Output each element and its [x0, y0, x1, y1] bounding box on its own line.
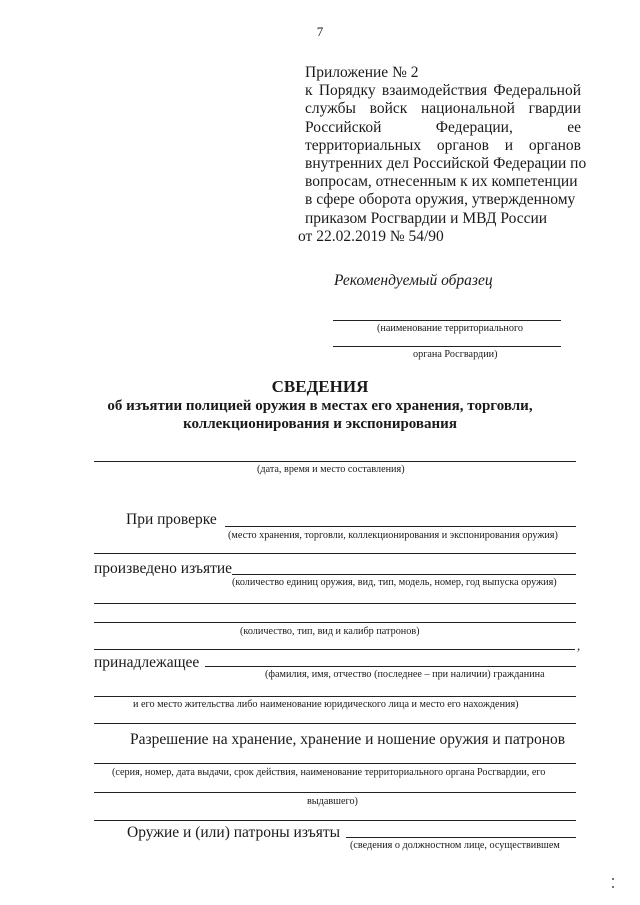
- permit-line[interactable]: [94, 763, 576, 764]
- seized-by-label: Оружие и (или) патроны изъяты: [127, 824, 341, 841]
- annex-title: Приложение № 2: [305, 64, 419, 81]
- owner-line-2[interactable]: [94, 696, 576, 697]
- ammo-caption: (количество, тип, вид и калибр патронов): [240, 626, 420, 637]
- annex-date-number: от 22.02.2019 № 54/90: [298, 227, 444, 245]
- seized-items-caption: (количество единиц оружия, вид, тип, модель, номер, год выпуска оружия): [232, 577, 557, 588]
- seized-label: произведено изъятие: [94, 560, 233, 577]
- check-place-line-2[interactable]: [94, 553, 576, 554]
- ammo-line[interactable]: [94, 622, 576, 623]
- permit-caption: (серия, номер, дата выдачи, срок действия, наименование территориального органа Росгвардии, его: [112, 767, 546, 778]
- seized-items-line[interactable]: [232, 574, 576, 575]
- check-label: При проверке: [126, 511, 217, 528]
- check-place-caption: (место хранения, торговли, коллекционирования и экспонирования оружия): [228, 530, 558, 541]
- annex-line-4: Российской Федерации, ее: [305, 118, 581, 136]
- owner-caption: (фамилия, имя, отчество (последнее – при наличии) гражданина: [265, 669, 545, 680]
- owner-line[interactable]: [205, 666, 576, 667]
- annex-line-5: территориальных органов и органов: [305, 136, 581, 154]
- owner-caption-2: и его место жительства либо наименование юридического лица и место его нахождения): [133, 699, 519, 710]
- annex-line-6: внутренних дел Российской Федерации по: [305, 155, 587, 173]
- owner-label: принадлежащее: [94, 654, 200, 671]
- page-number: 7: [316, 24, 324, 39]
- owner-line-3[interactable]: [94, 723, 576, 724]
- recommended-sample-label: Рекомендуемый образец: [334, 272, 493, 289]
- document-title: СВЕДЕНИЯ: [271, 377, 369, 396]
- date-field-caption: (дата, время и место составления): [257, 464, 405, 475]
- annex-block: [298, 64, 587, 246]
- permit-caption-2: выдавшего): [307, 796, 358, 807]
- seized-by-line[interactable]: [346, 837, 576, 838]
- document-subtitle-2: коллекционирования и экспонирования: [183, 416, 457, 432]
- annex-line-9: приказом Росгвардии и МВД России: [305, 209, 548, 227]
- authority-caption-1: (наименование территориального: [377, 323, 523, 334]
- authority-line-1[interactable]: [333, 320, 561, 321]
- scan-speck: [612, 886, 614, 888]
- permit-label: Разрешение на хранение, хранение и ношение оружия и патронов: [130, 731, 566, 748]
- annex-line-7: вопросам, отнесенным к их компетенции: [305, 173, 578, 191]
- authority-line-2[interactable]: [333, 346, 561, 347]
- ammo-line-2[interactable]: [94, 649, 575, 650]
- authority-caption-2: органа Росгвардии): [413, 349, 498, 360]
- seized-items-line-2[interactable]: [94, 603, 576, 604]
- document-subtitle-1: об изъятии полицией оружия в местах его хранения, торговли,: [107, 398, 533, 414]
- annex-line-2: к Порядку взаимодействия Федеральной: [305, 82, 581, 100]
- annex-line-8: в сфере оборота оружия, утвержденному: [305, 191, 576, 209]
- permit-line-2[interactable]: [94, 792, 576, 793]
- ammo-comma: ,: [577, 638, 581, 653]
- annex-line-3: службы войск национальной гвардии: [305, 100, 581, 118]
- permit-line-3[interactable]: [94, 820, 576, 821]
- scan-speck: [612, 878, 614, 880]
- check-place-line[interactable]: [225, 526, 576, 527]
- seized-by-caption: (сведения о должностном лице, осуществившем: [350, 840, 560, 851]
- date-field-line[interactable]: [94, 461, 576, 462]
